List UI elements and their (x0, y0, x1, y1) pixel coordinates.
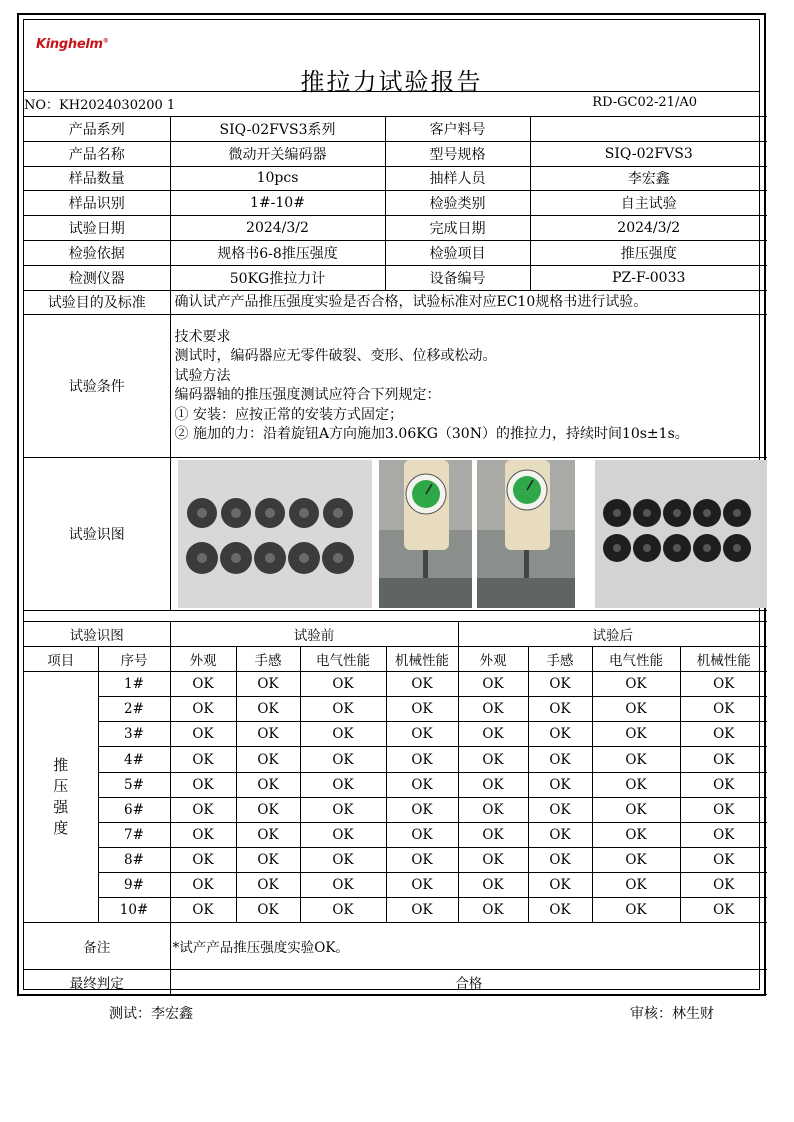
info-label: 抽样人员 (385, 166, 530, 191)
result-cell: OK (592, 722, 680, 747)
info-row (24, 240, 767, 265)
report-inner (23, 19, 760, 993)
photo-cell (170, 458, 767, 611)
result-row (24, 772, 767, 797)
seq-cell: 1# (98, 672, 170, 697)
result-row (24, 898, 767, 923)
result-cell: OK (458, 697, 528, 722)
purpose-text: 确认试产产品推压强度实验是否合格，试验标准对应EC10规格书进行试验。 (170, 290, 767, 315)
info-label: 检验依据 (24, 240, 170, 265)
info-value: 微动开关编码器 (170, 141, 385, 166)
result-cell: OK (386, 872, 458, 897)
info-label: 检验项目 (385, 240, 530, 265)
result-cell: OK (236, 847, 300, 872)
remark-label: 备注 (24, 923, 170, 970)
result-cell: OK (300, 898, 386, 923)
seq-cell: 2# (98, 697, 170, 722)
result-row (24, 722, 767, 747)
seq-cell: 5# (98, 772, 170, 797)
result-cell: OK (680, 847, 767, 872)
knobs-before-photo (178, 460, 372, 608)
result-row (24, 697, 767, 722)
condition-line: 测试时，编码器应无零件破裂、变形、位移或松动。 (174, 348, 497, 365)
result-cell: OK (300, 872, 386, 897)
result-cell: OK (680, 772, 767, 797)
result-cell: OK (458, 872, 528, 897)
report-title: 推拉力试验报告 (300, 68, 483, 96)
result-row (24, 797, 767, 822)
result-cell: OK (458, 847, 528, 872)
result-cell: OK (528, 722, 592, 747)
result-row (24, 822, 767, 847)
result-cell: OK (458, 722, 528, 747)
result-cell: OK (592, 672, 680, 697)
result-cell: OK (680, 898, 767, 923)
condition-line: 编码器轴的推压强度测试应符合下列规定： (174, 387, 441, 404)
result-cell: OK (528, 847, 592, 872)
seq-cell: 7# (98, 822, 170, 847)
info-value: 自主试验 (530, 191, 767, 216)
result-cell: OK (592, 747, 680, 772)
result-cell: OK (680, 822, 767, 847)
result-cell: OK (680, 722, 767, 747)
info-value: 李宏鑫 (530, 166, 767, 191)
result-cell: OK (386, 898, 458, 923)
info-table (24, 116, 767, 611)
seq-header: 序号 (98, 647, 170, 672)
result-cell: OK (386, 797, 458, 822)
result-cell: OK (236, 772, 300, 797)
result-cell: OK (386, 722, 458, 747)
result-col-header: 外观 (458, 647, 528, 672)
result-cell: OK (458, 822, 528, 847)
result-cell: OK (386, 747, 458, 772)
result-cell: OK (680, 872, 767, 897)
result-cell: OK (458, 672, 528, 697)
result-cell: OK (300, 672, 386, 697)
results-group-label: 试验识图 (24, 622, 170, 647)
result-col-header: 电气性能 (592, 647, 680, 672)
result-cell: OK (236, 722, 300, 747)
info-label: 型号规格 (385, 141, 530, 166)
result-cell: OK (236, 672, 300, 697)
result-cell: OK (386, 772, 458, 797)
result-cell: OK (236, 697, 300, 722)
seq-cell: 8# (98, 847, 170, 872)
info-value: 10pcs (170, 166, 385, 191)
info-label: 完成日期 (385, 216, 530, 241)
result-row (24, 747, 767, 772)
result-cell: OK (592, 898, 680, 923)
conditions-label: 试验条件 (24, 315, 170, 458)
final-label: 最终判定 (24, 970, 170, 995)
result-cell: OK (300, 847, 386, 872)
info-row (24, 166, 767, 191)
info-label: 产品名称 (24, 141, 170, 166)
result-cell: OK (458, 772, 528, 797)
condition-line: 技术要求 (174, 328, 231, 345)
result-cell: OK (458, 898, 528, 923)
result-cell: OK (528, 898, 592, 923)
purpose-label: 试验目的及标准 (24, 290, 170, 315)
result-cell: OK (528, 822, 592, 847)
info-label: 样品识别 (24, 191, 170, 216)
info-row (24, 141, 767, 166)
result-cell: OK (528, 797, 592, 822)
info-value: 规格书6-8推压强度 (170, 240, 385, 265)
result-cell: OK (170, 797, 236, 822)
result-cell: OK (592, 847, 680, 872)
seq-cell: 10# (98, 898, 170, 923)
seq-cell: 4# (98, 747, 170, 772)
info-label: 试验日期 (24, 216, 170, 241)
result-cell: OK (300, 722, 386, 747)
info-label: 样品数量 (24, 166, 170, 191)
result-cell: OK (528, 747, 592, 772)
result-cell: OK (528, 697, 592, 722)
result-cell: OK (170, 672, 236, 697)
result-col-header: 机械性能 (680, 647, 767, 672)
item-name: 推压强度 (24, 672, 98, 923)
result-cell: OK (386, 697, 458, 722)
result-col-header: 电气性能 (300, 647, 386, 672)
result-cell: OK (680, 697, 767, 722)
info-row (24, 117, 767, 142)
info-label: 产品系列 (24, 117, 170, 142)
seq-cell: 3# (98, 722, 170, 747)
info-value: 2024/3/2 (530, 216, 767, 241)
result-col-header: 手感 (236, 647, 300, 672)
form-code: RD-GC02-21/A0 (592, 95, 697, 110)
result-col-header: 外观 (170, 647, 236, 672)
result-cell: OK (170, 722, 236, 747)
result-row (24, 847, 767, 872)
result-cell: OK (170, 898, 236, 923)
result-cell: OK (386, 822, 458, 847)
result-cell: OK (300, 822, 386, 847)
info-value: 2024/3/2 (170, 216, 385, 241)
result-cell: OK (170, 872, 236, 897)
result-cell: OK (528, 872, 592, 897)
remark-text: *试产产品推压强度实验OK。 (170, 923, 767, 970)
info-value: 50KG推拉力计 (170, 265, 385, 290)
result-cell: OK (300, 747, 386, 772)
reviewer-signature: 审核：林生财 (630, 1006, 714, 1022)
report-frame (17, 13, 766, 996)
info-value: SIQ-02FVS3系列 (170, 117, 385, 142)
info-value: 1#-10# (170, 191, 385, 216)
result-cell: OK (236, 747, 300, 772)
info-value: PZ-F-0033 (530, 265, 767, 290)
report-number: NO：KH2024030200 1 (24, 98, 176, 113)
result-cell: OK (300, 797, 386, 822)
result-cell: OK (592, 822, 680, 847)
company-logo: Kinghelm® (36, 37, 109, 52)
info-label: 客户料号 (385, 117, 530, 142)
result-cell: OK (170, 747, 236, 772)
result-cell: OK (236, 822, 300, 847)
info-row (24, 216, 767, 241)
result-cell: OK (236, 898, 300, 923)
result-row (24, 872, 767, 897)
result-cell: OK (386, 847, 458, 872)
result-col-header: 机械性能 (386, 647, 458, 672)
result-cell: OK (592, 697, 680, 722)
result-cell: OK (170, 772, 236, 797)
result-cell: OK (592, 872, 680, 897)
tester-signature: 测试：李宏鑫 (109, 1006, 193, 1022)
info-row (24, 191, 767, 216)
seq-cell: 9# (98, 872, 170, 897)
gauge-photo-1 (379, 460, 472, 608)
result-cell: OK (236, 797, 300, 822)
result-row (24, 672, 767, 697)
result-cell: OK (300, 697, 386, 722)
result-cell: OK (528, 772, 592, 797)
result-cell: OK (458, 797, 528, 822)
result-cell: OK (680, 672, 767, 697)
photo-label: 试验识图 (24, 458, 170, 611)
condition-line: ② 施加的力：沿着旋钮A方向施加3.06KG（30N）的推拉力，持续时间10s±1s。 (174, 426, 689, 443)
info-label: 检测仪器 (24, 265, 170, 290)
conditions-text (170, 315, 767, 458)
result-cell: OK (170, 847, 236, 872)
result-cell: OK (592, 797, 680, 822)
result-cell: OK (300, 772, 386, 797)
result-cell: OK (236, 872, 300, 897)
condition-line: ① 安装：应按正常的安装方式固定； (174, 406, 403, 423)
info-row (24, 265, 767, 290)
results-table (24, 621, 767, 995)
info-label: 设备编号 (385, 265, 530, 290)
result-cell: OK (680, 797, 767, 822)
condition-line: 试验方法 (174, 367, 231, 384)
gauge-photo-2 (477, 460, 575, 608)
info-label: 检验类别 (385, 191, 530, 216)
seq-cell: 6# (98, 797, 170, 822)
info-value: 推压强度 (530, 240, 767, 265)
result-cell: OK (528, 672, 592, 697)
knobs-after-photo (595, 460, 767, 608)
divider (24, 91, 759, 92)
item-header: 项目 (24, 647, 98, 672)
result-col-header: 手感 (528, 647, 592, 672)
result-cell: OK (170, 822, 236, 847)
final-value: 合格 (170, 970, 767, 995)
info-value (530, 117, 767, 142)
result-cell: OK (170, 697, 236, 722)
result-cell: OK (680, 747, 767, 772)
result-cell: OK (458, 747, 528, 772)
result-cell: OK (592, 772, 680, 797)
result-cell: OK (386, 672, 458, 697)
after-header: 试验后 (458, 622, 767, 647)
info-value: SIQ-02FVS3 (530, 141, 767, 166)
before-header: 试验前 (170, 622, 458, 647)
